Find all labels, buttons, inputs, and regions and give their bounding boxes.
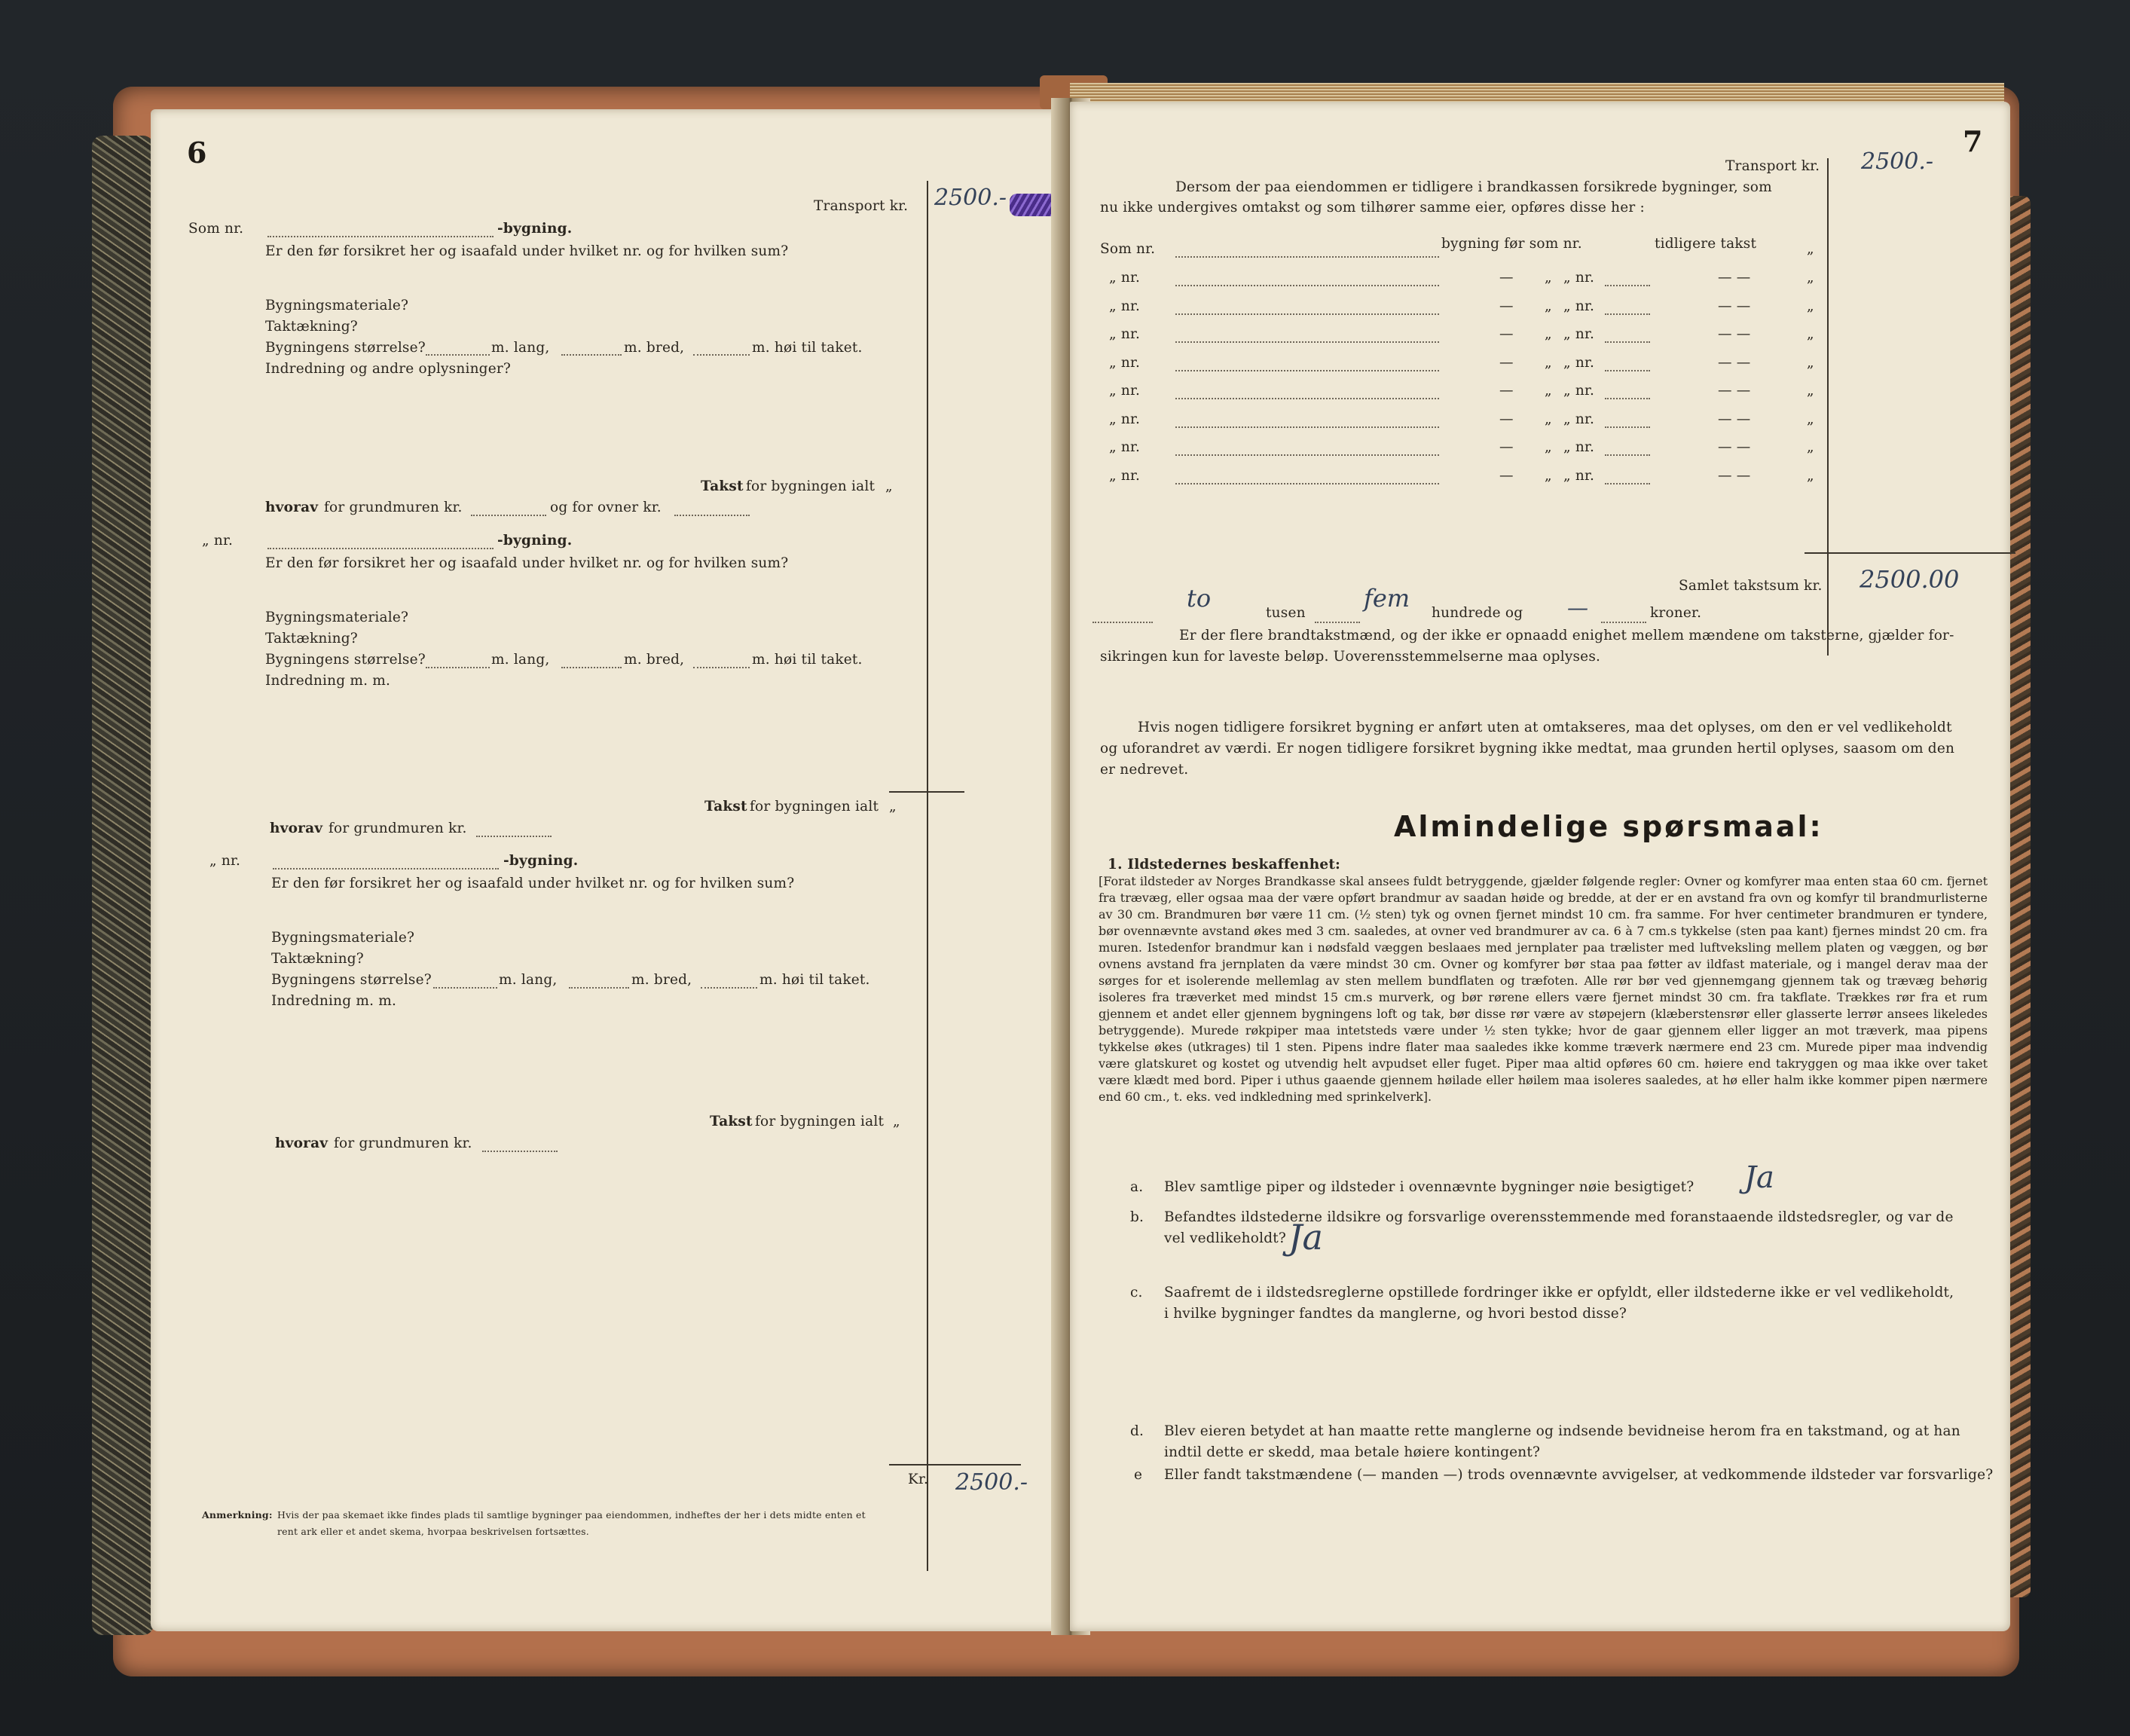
- storrelse-label: Bygningens størrelse?: [265, 340, 426, 356]
- row-line: [1175, 370, 1439, 371]
- nr-label: „ nr.: [202, 533, 234, 549]
- field-line: [701, 987, 757, 989]
- kroner-label: kroner.: [1650, 605, 1702, 621]
- m-bred-label: m. bred,: [631, 972, 692, 988]
- row-line: [1175, 256, 1439, 258]
- bygningsmateriale-label: Bygningsmateriale?: [271, 930, 415, 946]
- hvis-text-2: og uforandret av værdi. Er nogen tidligere forsikret bygning ikke medtat, maa grunden hertil oplyses, saasom om den: [1100, 741, 1955, 756]
- m-hoi-label: m. høi til taket.: [752, 340, 863, 356]
- row-line: [1175, 454, 1439, 456]
- for-grundmuren-label: for grundmuren kr.: [329, 821, 467, 836]
- question-forsikret: Er den før forsikret her og isaafald under hvilket nr. og for hvilken sum?: [271, 876, 795, 891]
- takst-label: Takst: [710, 1114, 753, 1129]
- total-rule: [889, 1464, 1021, 1466]
- row-mark: „: [1807, 326, 1814, 342]
- anmerkning-text-1: Hvis der paa skemaet ikke findes plads til samtlige bygninger paa eiendommen, indheftes der her i dets midte enten et: [277, 1509, 866, 1521]
- row-nr: „ nr.: [1563, 411, 1595, 427]
- row-mark: „: [1807, 298, 1814, 314]
- answer-b: Ja: [1288, 1217, 1323, 1258]
- field-line: [267, 236, 494, 237]
- field-line: [426, 354, 490, 356]
- amount-words-thousands: to: [1187, 584, 1212, 613]
- m-lang-label: m. lang,: [491, 340, 550, 356]
- intro-text-2: nu ikke undergives omtakst og som tilhører samme eier, opføres disse her :: [1100, 200, 1645, 215]
- flere-text-2: sikringen kun for laveste beløp. Uoverensstemmelserne maa oplyses.: [1100, 649, 1601, 665]
- question-c-text-2: i hvilke bygninger fandtes da manglerne, og hvori bestod disse?: [1164, 1306, 1627, 1322]
- row-line: [1175, 398, 1439, 399]
- row-line: [1175, 426, 1439, 428]
- row-takst-dash: — —: [1718, 467, 1751, 484]
- field-line: [561, 667, 622, 668]
- m-lang-label: m. lang,: [499, 972, 558, 988]
- storrelse-label: Bygningens størrelse?: [271, 972, 432, 988]
- row-line: [1175, 313, 1439, 315]
- takst-rest: for bygningen ialt: [746, 478, 876, 494]
- row-nr-label: „ nr.: [1109, 326, 1141, 342]
- amount-column-rule: [1827, 158, 1829, 656]
- row-dash: —: [1499, 467, 1514, 484]
- question-d-letter: d.: [1130, 1423, 1144, 1439]
- m-hoi-label: m. høi til taket.: [752, 652, 863, 668]
- field-line: [1315, 622, 1360, 623]
- field-line: [561, 354, 622, 356]
- row-nr-label: „ nr.: [1109, 467, 1141, 484]
- indredning-label: Indredning m. m.: [265, 673, 391, 689]
- row-mark: „: [1807, 411, 1814, 427]
- row-takst-dash: — —: [1718, 439, 1751, 455]
- row-line: [1605, 370, 1650, 371]
- m-lang-label: m. lang,: [491, 652, 550, 668]
- row-quote: „: [1545, 411, 1552, 427]
- question-e-letter: e: [1134, 1467, 1143, 1483]
- row-quote: „: [1545, 354, 1552, 371]
- field-line: [476, 836, 552, 837]
- field-line: [1093, 622, 1153, 623]
- row-line: [1175, 285, 1439, 286]
- indredning-label: Indredning m. m.: [271, 993, 397, 1009]
- field-line: [426, 667, 490, 668]
- question-c-text-1: Saafremt de i ildstedsreglerne opstillede fordringer ikke er opfyldt, eller ildstederne ikke er vel vedlikeholdt,: [1164, 1285, 1954, 1300]
- question-e-text: Eller fandt takstmændene (— manden —) trods ovennævnte avvigelser, at vedkommende ildsteder var forsvarlige?: [1164, 1467, 1994, 1483]
- transport-label: Transport kr.: [814, 198, 909, 214]
- kr-label: Kr.: [908, 1472, 929, 1487]
- row-takst-dash: — —: [1718, 383, 1751, 399]
- row-line: [1605, 454, 1650, 456]
- amount-words-hundreds: fem: [1364, 584, 1410, 613]
- field-line: [273, 868, 499, 870]
- og-for-ovner-label: og for ovner kr.: [550, 500, 662, 515]
- question-1-label: 1. Ildstedernes beskaffenhet:: [1108, 857, 1341, 873]
- row-line: [1605, 483, 1650, 484]
- bygningsmateriale-label: Bygningsmateriale?: [265, 298, 409, 313]
- row-nr: „ nr.: [1563, 439, 1595, 455]
- row-dash: —: [1499, 383, 1514, 399]
- row-mark: „: [1807, 270, 1814, 286]
- row-dash: —: [1499, 439, 1514, 455]
- hvis-text-1: Hvis nogen tidligere forsikret bygning er anført uten at omtakseres, maa det oplyses, om den er vel vedlikeholdt: [1138, 720, 1952, 735]
- takst-rest: for bygningen ialt: [755, 1114, 885, 1129]
- for-grundmuren-label: for grundmuren kr.: [334, 1135, 472, 1151]
- row-nr: „ nr.: [1563, 383, 1595, 399]
- som-nr-label: Som nr.: [188, 221, 244, 237]
- row-nr-label: „ nr.: [1109, 383, 1141, 399]
- row-line: [1175, 483, 1439, 484]
- question-c-letter: c.: [1130, 1285, 1143, 1300]
- question-a-text: Blev samtlige piper og ildsteder i ovennævnte bygninger nøie besigtiget?: [1164, 1179, 1695, 1195]
- page-number: 7: [1963, 124, 1983, 158]
- row-nr-label: „ nr.: [1109, 439, 1141, 455]
- takst-label: Takst: [704, 799, 747, 815]
- page-number: 6: [187, 136, 207, 170]
- row-line: [1605, 398, 1650, 399]
- row-nr: „ nr.: [1563, 354, 1595, 371]
- hvis-text-3: er nedrevet.: [1100, 762, 1189, 778]
- bygningsmateriale-label: Bygningsmateriale?: [265, 610, 409, 625]
- field-line: [267, 548, 494, 549]
- row-mark: „: [1807, 439, 1814, 455]
- row-quote: „: [1545, 298, 1552, 314]
- amount-column-rule: [927, 181, 928, 1571]
- row-nr: „ nr.: [1563, 326, 1595, 342]
- row-dash: —: [1499, 326, 1514, 342]
- row-line: [1605, 341, 1650, 343]
- field-line: [674, 515, 750, 516]
- takst-mark: „: [889, 799, 897, 815]
- anmerkning-text-2: rent ark eller et andet skema, hvorpaa beskrivelsen fortsættes.: [277, 1526, 589, 1537]
- takst-mark: „: [893, 1114, 900, 1129]
- row-nr: „ nr.: [1563, 298, 1595, 314]
- for-grundmuren-label: for grundmuren kr.: [324, 500, 463, 515]
- field-line: [1601, 622, 1646, 623]
- row-nr: „ nr.: [1563, 467, 1595, 484]
- row-line: [1175, 341, 1439, 343]
- anmerkning-label: Anmerkning:: [202, 1509, 273, 1521]
- row-dash: —: [1499, 411, 1514, 427]
- section-heading: Almindelige spørsmaal:: [1394, 810, 1823, 843]
- m-bred-label: m. bred,: [624, 652, 685, 668]
- m-hoi-label: m. høi til taket.: [759, 972, 870, 988]
- field-line: [482, 1151, 558, 1152]
- row-dash: —: [1499, 298, 1514, 314]
- row-takst-dash: — —: [1718, 354, 1751, 371]
- field-line: [693, 354, 750, 356]
- taktaekning-label: Taktækning?: [265, 319, 358, 335]
- nr-label: „ nr.: [209, 853, 241, 869]
- hundrede-label: hundrede og: [1432, 605, 1523, 621]
- field-line: [569, 987, 629, 989]
- row-nr-label: „ nr.: [1109, 298, 1141, 314]
- col-header-mark: „: [1807, 241, 1814, 257]
- takst-rest: for bygningen ialt: [750, 799, 879, 815]
- row-nr-label: „ nr.: [1109, 411, 1141, 427]
- row-takst-dash: — —: [1718, 298, 1751, 314]
- takst-mark: „: [885, 478, 893, 494]
- question-d-text-1: Blev eieren betydet at han maatte rette manglerne og indsende bevidneise herom fra en takstmand, og at han: [1164, 1423, 1960, 1439]
- row-takst-dash: — —: [1718, 326, 1751, 342]
- bygning-label: -bygning.: [497, 221, 573, 237]
- row-quote: „: [1545, 439, 1552, 455]
- intro-text-1: Dersom der paa eiendommen er tidligere i brandkassen forsikrede bygninger, som: [1175, 179, 1772, 195]
- taktaekning-label: Taktækning?: [271, 951, 364, 967]
- question-forsikret: Er den før forsikret her og isaafald under hvilket nr. og for hvilken sum?: [265, 243, 789, 259]
- bygning-label: -bygning.: [503, 853, 579, 869]
- question-a-letter: a.: [1130, 1179, 1144, 1195]
- question-d-text-2: indtil dette er skedd, maa betale høiere kontingent?: [1164, 1444, 1541, 1460]
- samlet-rule: [1805, 552, 2015, 554]
- row-line: [1605, 285, 1650, 286]
- row-line: [1605, 313, 1650, 315]
- question-b-text-1: Befandtes ildstederne ildsikre og forsvarlige overensstemmende med foranstaaende ildstedsregler, og var de: [1164, 1209, 1954, 1225]
- hvorav-label: hvorav: [265, 500, 319, 515]
- m-bred-label: m. bred,: [624, 340, 685, 356]
- transport-label: Transport kr.: [1725, 158, 1820, 174]
- amount-words-rest: —: [1567, 595, 1588, 620]
- ildsted-regler-text: [Forat ildsteder av Norges Brandkasse skal ansees fuldt betryggende, gjælder følgende regler: Ovner og komfyrer maa enten staa 60 cm. fjernet fra trævæg, eller ogsaa maa der være opført brandmur av saadan høide og bredde, at der er en avstand fra ovn og komfyr til brandmurlisterne av 30 cm. Brandmuren bør være 11 cm. (½ sten) tyk og ovnen fjernet mindst 10 cm. fra samme. For hver centimeter brandmuren er tyndere, bør ovennævnte avstand økes med 3 cm. saaledes, at ovner ved brandmurer av ca. 6 à 7 cm.s tykkelse (sten paa kant) fjernes mindst 20 cm. fra muren. Istedenfor brandmur kan i nødsfald væggen beslaaes med jernplater paa trælister med luftveksling mellem platen og væggen, og bør ovnens avstand fra jernplaten da være mindst 30 cm. Ovner og komfyrer bør staa paa føtter av ildfast materiale, og i mangel derav maa der sørges for et isolerende mellemlag av sten mellem bundflaten og træfoten. Alle rør bør ved gjennemgang gjennem tak og trævæg behørig isoleres fra træverket med mindst 15 cm.s murverk, og bør rørene ellers være fjernet mindst 30 cm. fra takflate. Trækkes rør fra et rum gjennem et andet eller gjennem bygningens loft og tak, bør disse rør være av støpejern (klæberstensrør eller glasserte lerrør ansees likeledes betryggende). Murede røkpiper maa intetsteds være under ½ sten tykke; hvor de gaar gjennem eller ligger an mot træverk, maa pipens tykkelse økes (utkrages) til 1 sten. Pipens indre flater maa saaledes ikke komme træverk nærmere end 23 cm. Murede piper maa indvendig være glatskuret og kostet og utvendig helt avpudset eller fuget. Piper maa altid opføres 60 cm. høiere end takryggen og maa ikke over taket være klædt med bord. Piper i uthus gaaende gjennem høilade eller høilem maa isoleres saaledes, at hø eller halm ikke kommer pipen nærmere end 60 cm., t. eks. ved indkledning med sprinkelverk].: [1099, 874, 1988, 1104]
- row-quote: „: [1545, 467, 1552, 484]
- question-b-letter: b.: [1130, 1209, 1144, 1225]
- field-line: [433, 987, 497, 989]
- question-b-text-2: vel vedlikeholdt?: [1164, 1230, 1286, 1246]
- flere-text-1: Er der flere brandtakstmænd, og der ikke er opnaadd enighet mellem mændene om taksterne, gjælder for-: [1179, 628, 1954, 643]
- col-header-bygning: bygning før som nr.: [1441, 236, 1582, 252]
- marbled-edge-left: [92, 136, 154, 1635]
- kr-total-value: 2500.-: [955, 1469, 1028, 1496]
- taktaekning-label: Taktækning?: [265, 631, 358, 646]
- bygning-label: -bygning.: [497, 533, 573, 549]
- row-quote: „: [1545, 326, 1552, 342]
- row-dash: —: [1499, 270, 1514, 286]
- field-line: [693, 667, 750, 668]
- tusen-label: tusen: [1266, 605, 1306, 621]
- row-quote: „: [1545, 383, 1552, 399]
- answer-a: Ja: [1744, 1160, 1774, 1195]
- question-forsikret: Er den før forsikret her og isaafald under hvilket nr. og for hvilken sum?: [265, 555, 789, 571]
- samlet-label: Samlet takstsum kr.: [1679, 578, 1823, 594]
- row-takst-dash: — —: [1718, 411, 1751, 427]
- hvorav-label: hvorav: [275, 1135, 329, 1151]
- field-line: [471, 515, 546, 516]
- row-mark: „: [1807, 383, 1814, 399]
- row-mark: „: [1807, 354, 1814, 371]
- left-page: [151, 109, 1077, 1631]
- storrelse-label: Bygningens størrelse?: [265, 652, 426, 668]
- right-page: [1070, 102, 2010, 1631]
- row-dash: —: [1499, 354, 1514, 371]
- transport-value: 2500.-: [1861, 148, 1934, 175]
- som-nr-label: Som nr.: [1100, 241, 1156, 257]
- hvorav-label: hvorav: [270, 821, 323, 836]
- takst-label: Takst: [701, 478, 744, 494]
- col-header-takst: tidligere takst: [1655, 236, 1757, 252]
- row-quote: „: [1545, 270, 1552, 286]
- indredning-label: Indredning og andre oplysninger?: [265, 361, 512, 377]
- subtotal-rule: [889, 791, 964, 793]
- row-mark: „: [1807, 467, 1814, 484]
- row-nr-label: „ nr.: [1109, 270, 1141, 286]
- row-takst-dash: — —: [1718, 270, 1751, 286]
- transport-value: 2500.-: [934, 185, 1007, 211]
- row-line: [1605, 426, 1650, 428]
- row-nr-label: „ nr.: [1109, 354, 1141, 371]
- row-nr: „ nr.: [1563, 270, 1595, 286]
- samlet-value: 2500.00: [1860, 565, 1960, 594]
